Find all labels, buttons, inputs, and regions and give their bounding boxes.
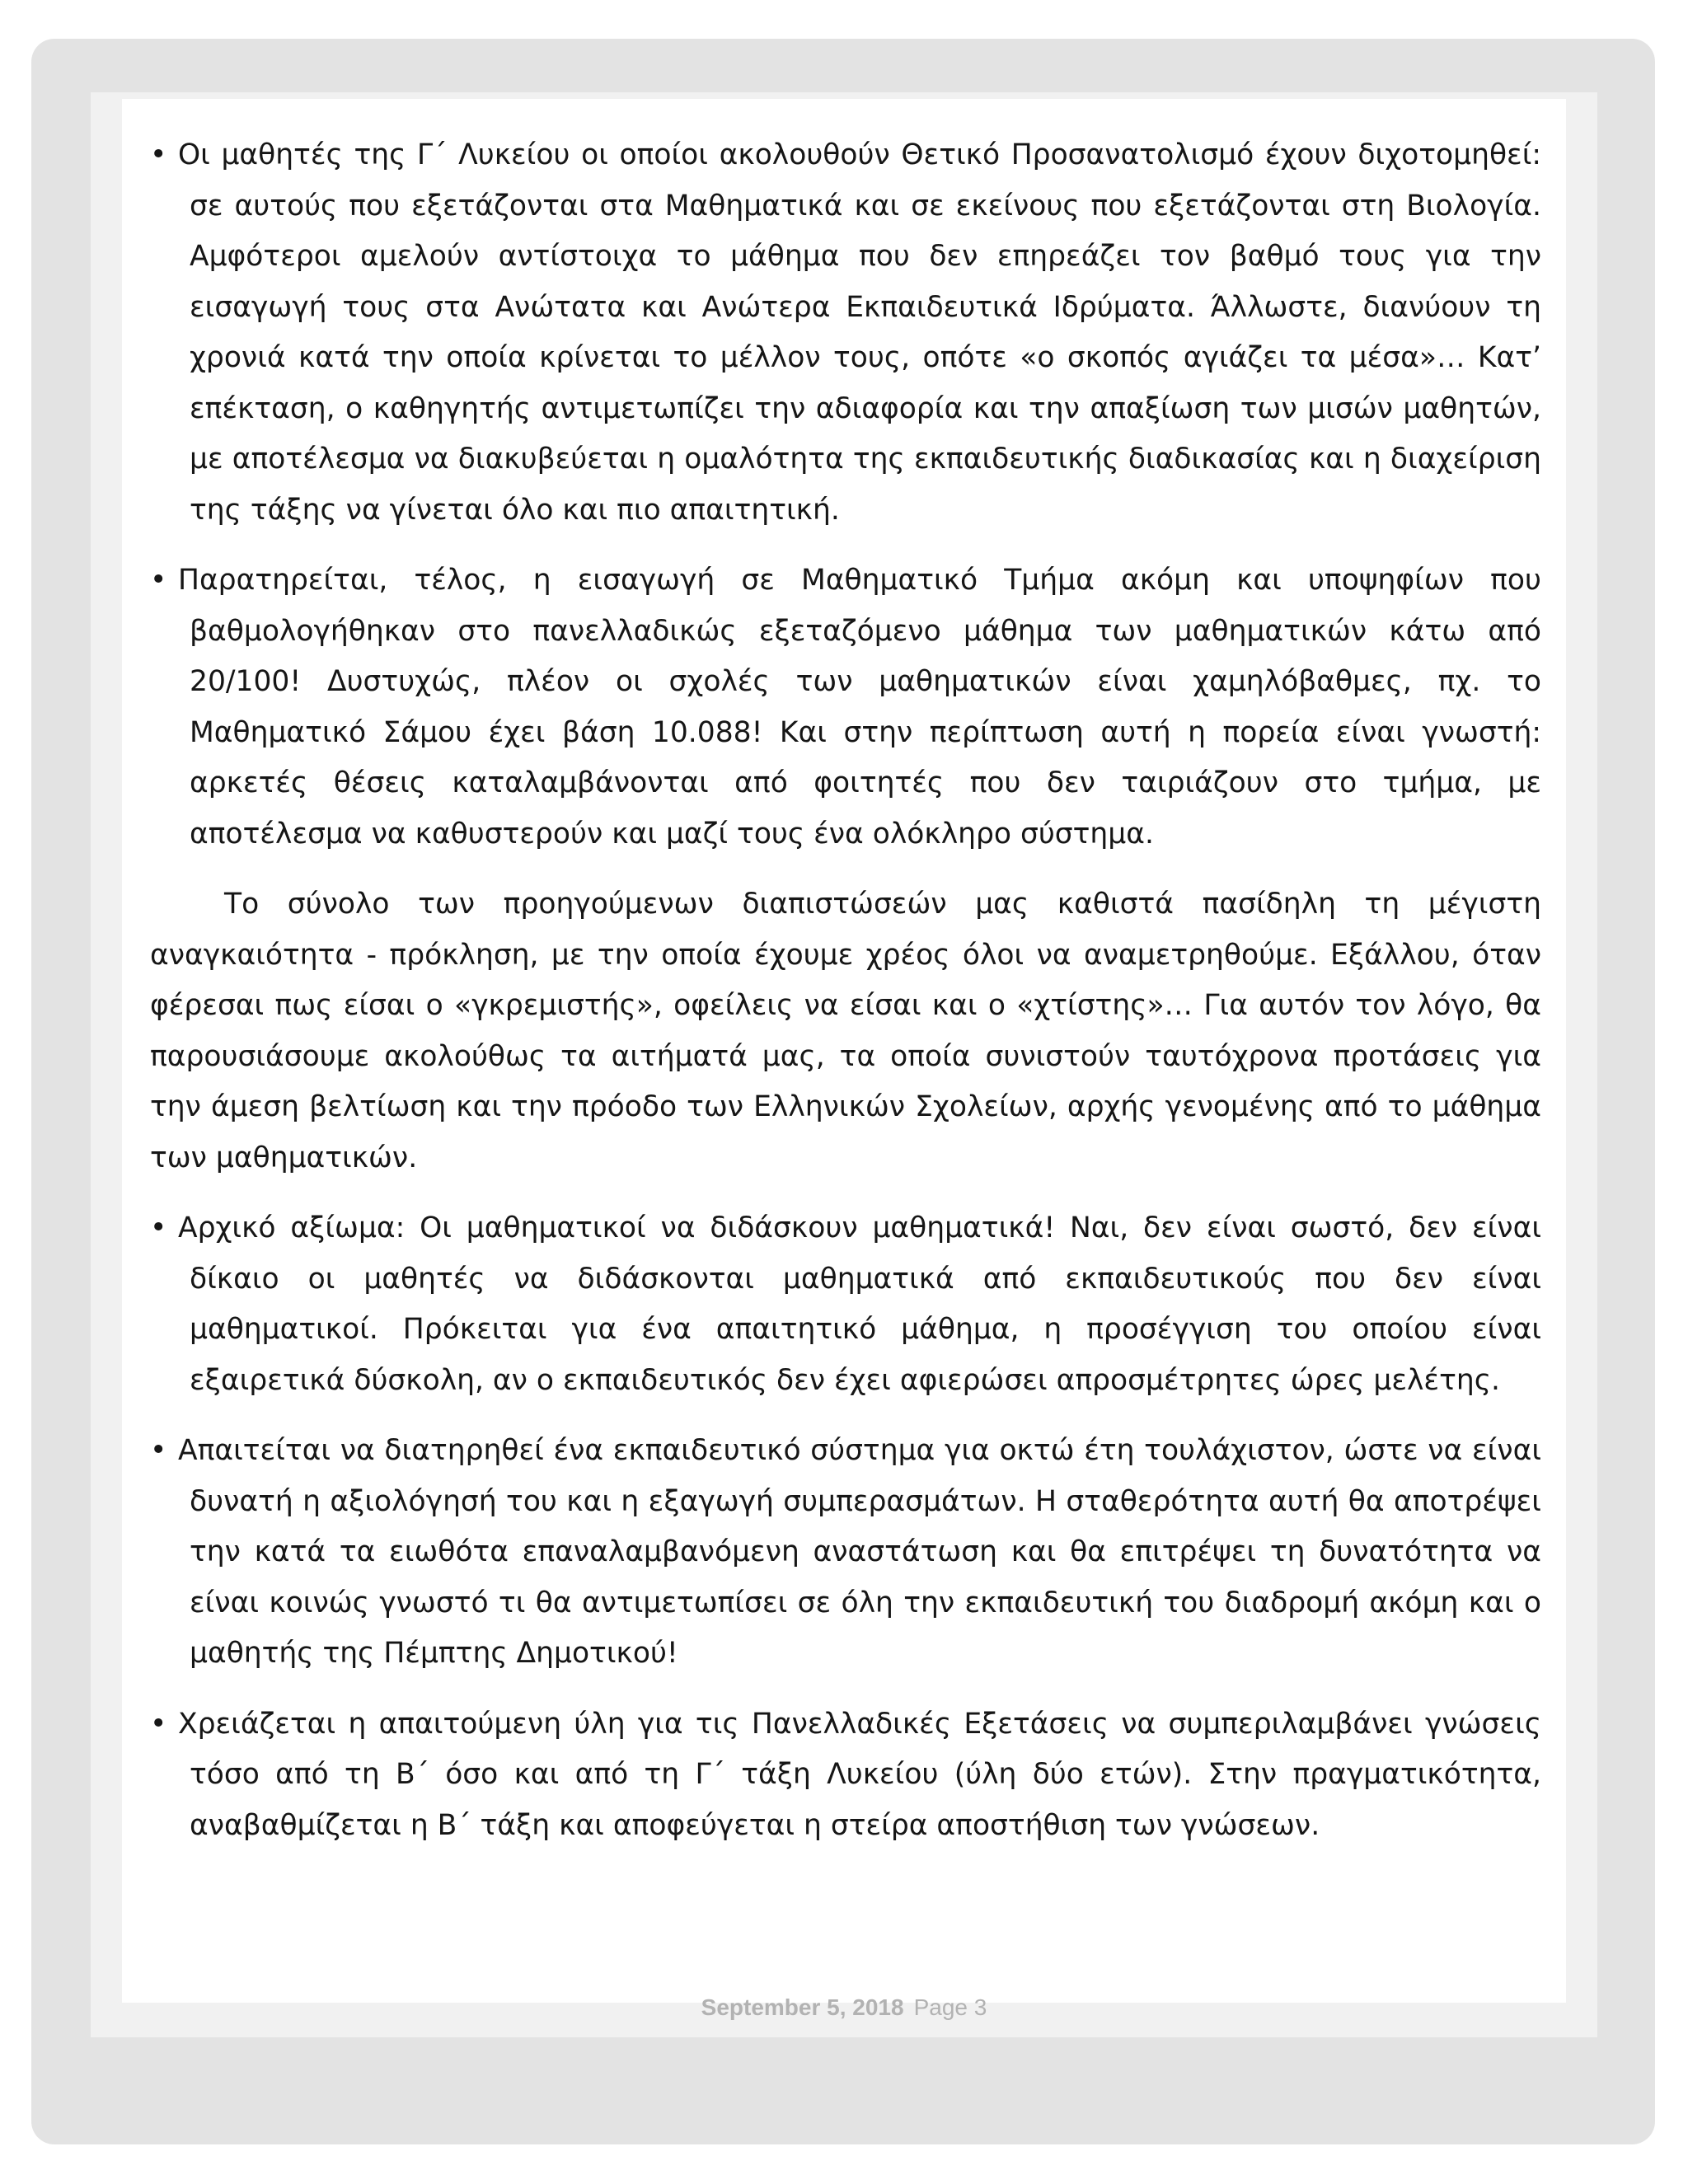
bullet-icon: •	[150, 1434, 167, 1467]
bullet-item	[150, 1699, 1541, 1852]
bullet-text: Απαιτείται να διατηρηθεί ένα εκπαιδευτικό σύστημα για οκτώ έτη τουλάχιστον, ώστε να είναι δυνατή η αξιολόγησή του και η εξαγωγή συμπερασμάτων. Η σταθερότητα αυτή θα αποτρέψει την κατά τα ειωθότα επαναλαμβανόμενη αναστάτωση και θα επιτρέψει τη δυνατότητα να είναι κοινώς γνωστό τι θα αντιμετωπίσει σε όλη την εκπαιδευτική του διαδρομή ακόμη και ο μαθητής της Πέμπτης Δημοτικού!	[178, 1434, 1541, 1670]
footer-date: September 5, 2018	[701, 1994, 904, 2020]
bullet-item	[150, 1203, 1541, 1406]
bullet-icon: •	[150, 1212, 167, 1244]
bullet-text: Αρχικό αξίωμα: Οι μαθηματικοί να διδάσκουν μαθηματικά! Ναι, δεν είναι σωστό, δεν είναι δίκαιο οι μαθητές να διδάσκονται μαθηματικά από εκπαιδευτικούς που δεν είναι μαθηματικοί. Πρόκειται για ένα απαιτητικό μάθημα, η προσέγγιση του οποίου είναι εξαιρετικά δύσκολη, αν ο εκπαιδευτικός δεν έχει αφιερώσει απροσμέτρητες ώρες μελέτης.	[178, 1212, 1541, 1397]
bullet-item	[150, 1426, 1541, 1680]
document-body	[150, 130, 1541, 1871]
footer-page-number: Page 3	[913, 1994, 987, 2020]
bullet-text: Χρειάζεται η απαιτούμενη ύλη για τις Πανελλαδικές Εξετάσεις να συμπεριλαμβάνει γνώσεις τόσο από τη Β΄ όσο και από τη Γ΄ τάξη Λυκείου (ύλη δύο ετών). Στην πραγματικότητα, αναβαθμίζεται η Β΄ τάξη και αποφεύγεται η στείρα αποστήθιση των γνώσεων.	[178, 1707, 1541, 1842]
bullet-item	[150, 555, 1541, 860]
bullet-text: Παρατηρείται, τέλος, η εισαγωγή σε Μαθηματικό Τμήμα ακόμη και υποψηφίων που βαθμολογήθηκαν στο πανελλαδικώς εξεταζόμενο μάθημα των μαθηματικών κάτω από 20/100! Δυστυχώς, πλέον οι σχολές των μαθηματικών είναι χαμηλόβαθμες, πχ. το Μαθηματικό Σάμου έχει βάση 10.088! Και στην περίπτωση αυτή η πορεία είναι γνωστή: αρκετές θέσεις καταλαμβάνονται από φοιτητές που δεν ταιριάζουν στο τμήμα, με αποτέλεσμα να καθυστερούν και μαζί τους ένα ολόκληρο σύστημα.	[178, 564, 1541, 851]
bullet-icon: •	[150, 564, 167, 597]
bullet-item	[150, 130, 1541, 536]
bullet-icon: •	[150, 1707, 167, 1741]
body-paragraph: Το σύνολο των προηγούμενων διαπιστώσεών μας καθιστά πασίδηλη τη μέγιστη αναγκαιότητα - πρόκληση, με την οποία έχουμε χρέος όλοι να αναμετρηθούμε. Εξάλλου, όταν φέρεσαι πως είσαι ο «γκρεμιστής», οφείλεις να είσαι και ο «χτίστης»… Για αυτόν τον λόγο, θα παρουσιάσουμε ακολούθως τα αιτήματά μας, τα οποία συνιστούν ταυτόχρονα προτάσεις για την άμεση βελτίωση και την πρόοδο των Ελληνικών Σχολείων, αρχής γενομένης από το μάθημα των μαθηματικών.	[150, 888, 1541, 1174]
page-footer	[0, 1994, 1688, 2021]
bullet-icon: •	[150, 138, 167, 171]
bullet-text: Οι μαθητές της Γ΄ Λυκείου οι οποίοι ακολουθούν Θετικό Προσανατολισμό έχουν διχοτομηθεί: σε αυτούς που εξετάζονται στα Μαθηματικά και σε εκείνους που εξετάζονται στη Βιολογία. Αμφότεροι αμελούν αντίστοιχα το μάθημα που δεν επηρεάζει τον βαθμό τους για την εισαγωγή τους στα Ανώτατα και Ανώτερα Εκπαιδευτικά Ιδρύματα. Άλλωστε, διανύουν τη χρονιά κατά την οποία κρίνεται το μέλλον τους, οπότε «ο σκοπός αγιάζει τα μέσα»… Κατ’ επέκταση, ο καθηγητής αντιμετωπίζει την αδιαφορία και την απαξίωση των μισών μαθητών, με αποτέλεσμα να διακυβεύεται η ομαλότητα της εκπαιδευτικής διαδικασίας και η διαχείριση της τάξης να γίνεται όλο και πιο απαιτητική.	[178, 138, 1541, 527]
